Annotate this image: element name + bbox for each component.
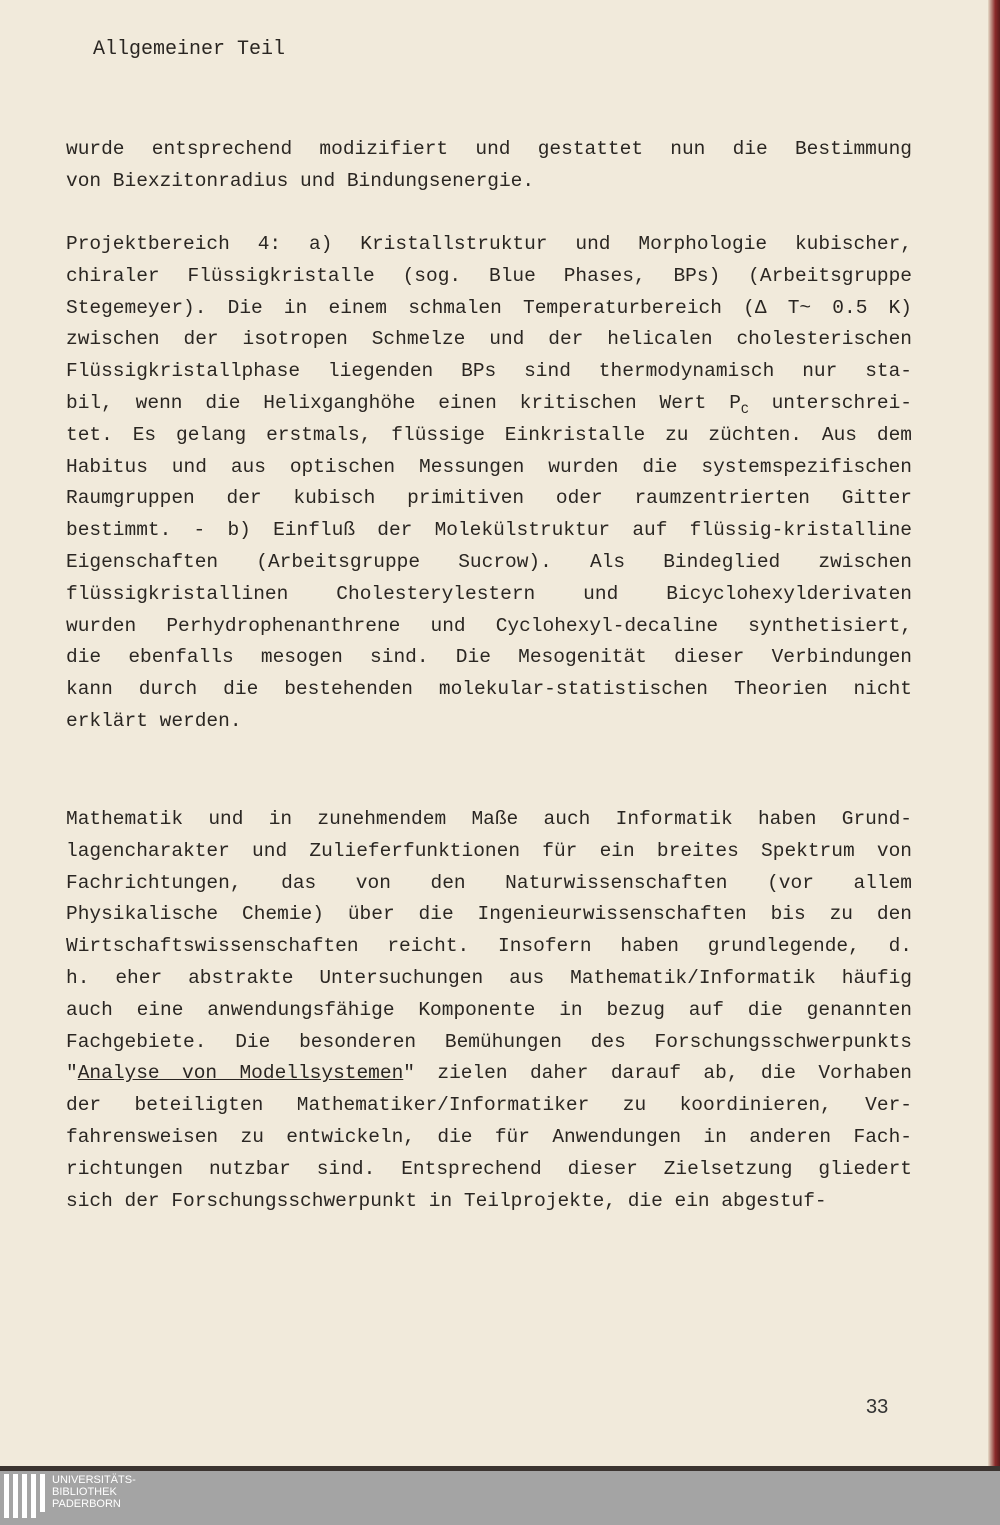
text-line: auch eine anwendungsfähige Komponente in bezug auf die genannten	[66, 998, 912, 1021]
text-line: zwischen der isotropen Schmelze und der helicalen cholesterischen	[66, 328, 912, 351]
text-fragment: " zielen daher darauf ab, die Vorhaben	[403, 1062, 912, 1085]
text-line: chiraler Flüssigkristalle (sog. Blue Phases, BPs) (Arbeitsgruppe	[66, 264, 912, 287]
text-line: wurden Perhydrophenanthrene und Cyclohexyl-decaline synthetisiert,	[66, 614, 912, 637]
text-fragment: Analyse von Modellsystemen	[77, 1062, 404, 1085]
text-line: Stegemeyer). Die in einem schmalen Temperaturbereich (Δ T~ 0.5 K)	[66, 296, 912, 319]
logo-line: PADERBORN	[52, 1498, 121, 1510]
text-fragment: C	[740, 401, 749, 417]
text-line: sich der Forschungsschwerpunkt in Teilprojekte, die ein abgestuf-	[66, 1189, 827, 1212]
running-header: Allgemeiner Teil	[93, 38, 286, 61]
text-line: flüssigkristallinen Cholesterylestern und Bicyclohexylderivaten	[66, 582, 912, 605]
text-line	[66, 1058, 912, 1090]
text-line: Wirtschaftswissenschaften reicht. Insofern haben grundlegende, d.	[66, 935, 912, 958]
text-line: Fachrichtungen, das von den Naturwissenschaften (vor allem	[66, 871, 912, 894]
text-fragment: "	[66, 1062, 78, 1085]
book-edge	[988, 0, 1000, 1470]
paragraph-2-projektbereich-4	[66, 229, 912, 738]
text-line: Physikalische Chemie) über die Ingenieurwissenschaften bis zu den	[66, 903, 912, 926]
text-fragment: unterschrei-	[748, 391, 912, 414]
text-line: wurde entsprechend modizifiert und gestattet nun die Bestimmung	[66, 138, 912, 160]
logo-text	[52, 1474, 136, 1510]
text-line: tet. Es gelang erstmals, flüssige Einkristalle zu züchten. Aus dem	[66, 423, 912, 446]
text-line: bestimmt. - b) Einfluß der Molekülstruktur auf flüssig-kristalline	[66, 519, 912, 542]
text-line: Mathematik und in zunehmendem Maße auch Informatik haben Grund-	[66, 808, 912, 830]
text-line	[66, 388, 912, 420]
text-line: h. eher abstrakte Untersuchungen aus Mathematik/Informatik häufig	[66, 966, 912, 989]
text-line: richtungen nutzbar sind. Entsprechend dieser Zielsetzung gliedert	[66, 1157, 912, 1180]
page-bottom-edge	[0, 1466, 1000, 1471]
text-line: lagencharakter und Zulieferfunktionen für ein breites Spektrum von	[66, 839, 912, 862]
library-logo	[4, 1474, 164, 1524]
text-line: erklärt werden.	[66, 709, 242, 732]
page-number: 33	[866, 1396, 889, 1418]
text-line: Fachgebiete. Die besonderen Bemühungen des Forschungsschwerpunkts	[66, 1030, 912, 1053]
logo-line: UNIVERSITÄTS-	[52, 1474, 136, 1486]
text-line: von Biexzitonradius und Bindungsenergie.	[66, 169, 535, 192]
text-line: Flüssigkristallphase liegenden BPs sind thermodynamisch nur sta-	[66, 360, 912, 383]
paragraph-1	[66, 134, 912, 198]
text-line: kann durch die bestehenden molekular-statistischen Theorien nicht	[66, 678, 912, 701]
text-line: der beteiligten Mathematiker/Informatiker zu koordinieren, Ver-	[66, 1094, 912, 1117]
text-line: Eigenschaften (Arbeitsgruppe Sucrow). Als Bindeglied zwischen	[66, 550, 912, 573]
text-line: die ebenfalls mesogen sind. Die Mesogenität dieser Verbindungen	[66, 646, 912, 669]
text-line: Habitus und aus optischen Messungen wurden die systemspezifischen	[66, 455, 912, 478]
text-fragment: bil, wenn die Helixganghöhe einen kritischen Wert P	[66, 391, 741, 414]
paragraph-3-mathematik	[66, 804, 912, 1217]
text-line: fahrensweisen zu entwickeln, die für Anwendungen in anderen Fach-	[66, 1125, 912, 1148]
text-line: Projektbereich 4: a) Kristallstruktur und Morphologie kubischer,	[66, 233, 912, 255]
logo-line: BIBLIOTHEK	[52, 1486, 117, 1498]
text-line: Raumgruppen der kubisch primitiven oder raumzentrierten Gitter	[66, 487, 912, 510]
